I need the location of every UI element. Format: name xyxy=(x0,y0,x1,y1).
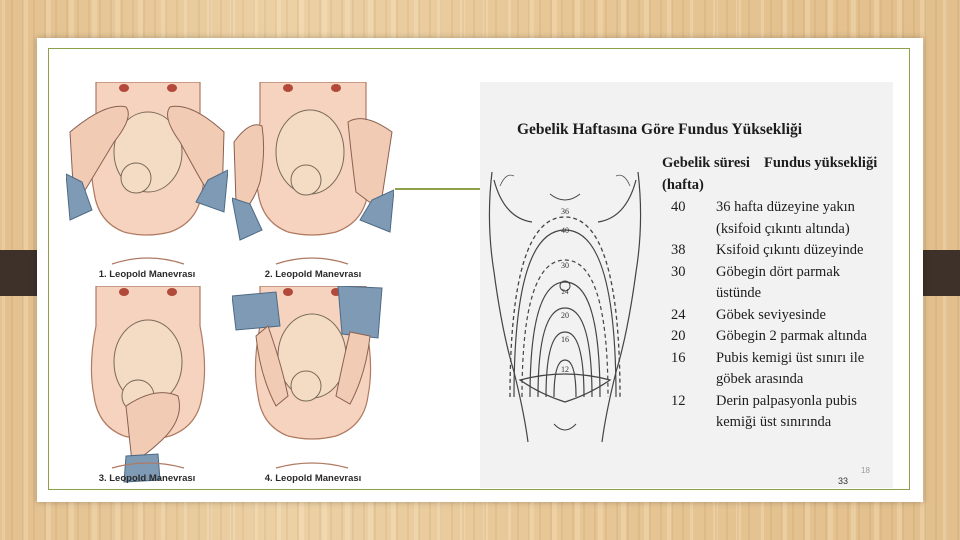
row-desc-30-line2: üstünde xyxy=(716,285,762,301)
diagram-label-16: 16 xyxy=(561,335,569,344)
diagram-label-24: 24 xyxy=(561,288,569,296)
row-desc-16-line1: Pubis kemigi üst sınırı ile xyxy=(716,349,865,366)
col-head-week-unit: (hafta) xyxy=(662,177,704,193)
accent-line xyxy=(395,188,483,190)
row-desc-16-line2: göbek arasında xyxy=(716,371,804,387)
leopold-2-drawing xyxy=(232,82,394,284)
col-head-week: Gebelik süresi xyxy=(662,155,750,171)
leopold-panel-3 xyxy=(66,286,228,488)
row-week-30: 30 xyxy=(671,263,686,280)
row-week-40: 40 xyxy=(671,199,686,215)
row-desc-24-line1: Göbek seviyesinde xyxy=(716,306,826,323)
diagram-label-40: 40 xyxy=(561,226,569,235)
row-desc-38-line1: Ksifoid çıkıntı düzeyinde xyxy=(716,242,864,258)
leopold-panel-1 xyxy=(66,82,228,284)
diagram-label-20: 20 xyxy=(561,311,569,320)
row-week-38: 38 xyxy=(671,242,686,258)
fundus-height-figure xyxy=(480,82,893,488)
slide-number: 33 xyxy=(838,476,849,486)
leopold-caption-1: 1. Leopold Manevrası xyxy=(98,269,196,280)
leopold-panel-4 xyxy=(232,286,394,488)
leopold-caption-3: 3. Leopold Manevrası xyxy=(98,473,196,484)
leopold-3-drawing xyxy=(66,286,228,488)
row-desc-20-line1: Göbegin 2 parmak altında xyxy=(716,328,867,344)
row-desc-30-line1: Göbegin dört parmak xyxy=(716,263,841,280)
leopold-illustration xyxy=(66,82,394,488)
diagram-label-30: 30 xyxy=(561,261,569,270)
fundus-title: Gebelik Haftasına Göre Fundus Yüksekliği xyxy=(517,121,803,138)
leopold-4-drawing xyxy=(232,286,394,488)
leopold-caption-4: 4. Leopold Manevrası xyxy=(264,473,362,484)
row-week-20: 20 xyxy=(671,328,686,344)
leopold-1-drawing xyxy=(66,82,228,284)
diagram-label-12: 12 xyxy=(561,365,569,374)
leopold-panel-2 xyxy=(232,82,394,284)
row-desc-12-line2: kemiği üst sınırında xyxy=(716,414,832,430)
col-head-height: Fundus yüksekliği xyxy=(764,155,878,171)
row-week-24: 24 xyxy=(671,306,686,323)
row-desc-40-line1: 36 hafta düzeyine yakın xyxy=(716,199,855,215)
row-desc-40-line2: (ksifoid çıkıntı altında) xyxy=(716,220,850,237)
diagram-label-36: 36 xyxy=(561,207,569,216)
source-page-number: 18 xyxy=(861,466,870,475)
abdomen-fundus-diagram xyxy=(480,162,650,462)
row-week-12: 12 xyxy=(671,392,686,409)
row-week-16: 16 xyxy=(671,349,686,366)
leopold-caption-2: 2. Leopold Manevrası xyxy=(264,269,362,280)
row-desc-12-line1: Derin palpasyonla pubis xyxy=(716,392,857,409)
